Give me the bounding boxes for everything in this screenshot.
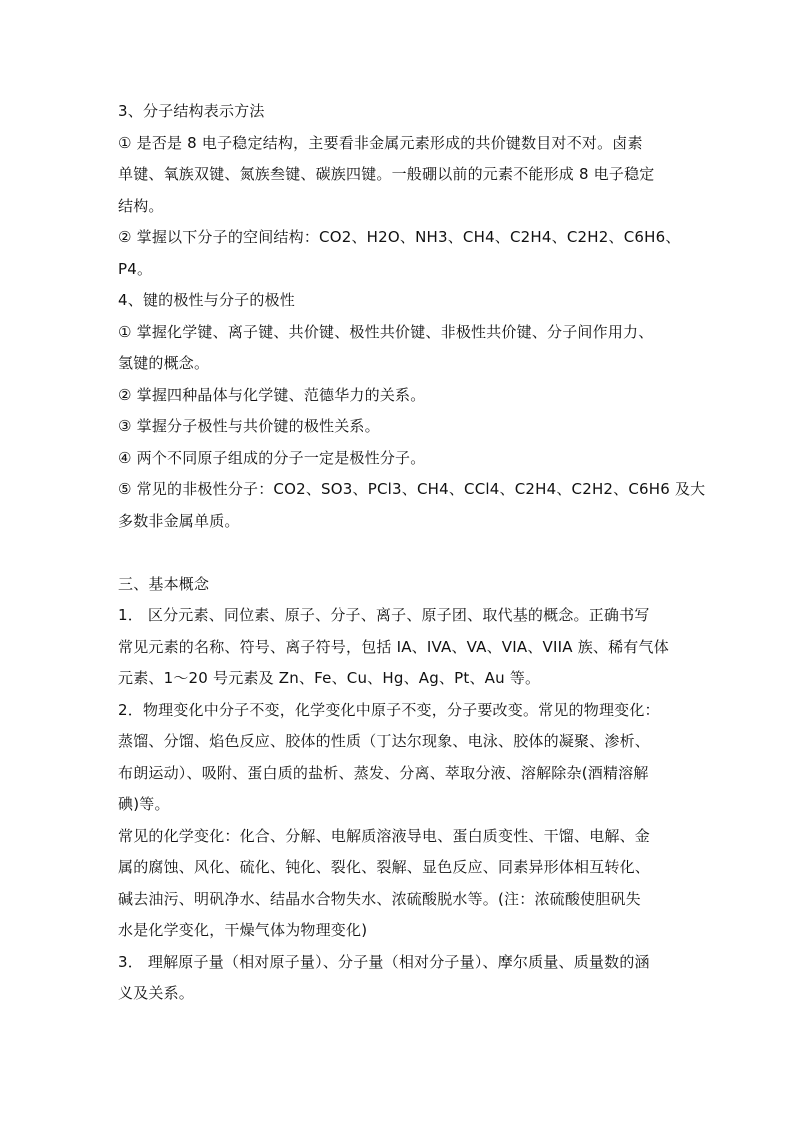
text-line: ③ 掌握分子极性与共价键的极性关系。 bbox=[118, 417, 380, 435]
text-line: 碘)等。 bbox=[118, 795, 170, 813]
text-line: 1． 区分元素、同位素、原子、分子、离子、原子团、取代基的概念。正确书写 bbox=[118, 606, 650, 624]
text-line: 蒸馏、分馏、焰色反应、胶体的性质（丁达尔现象、电泳、胶体的凝聚、渗析、 bbox=[118, 732, 651, 750]
section-heading: 3、分子结构表示方法 bbox=[118, 102, 265, 120]
text-line: ① 是否是 8 电子稳定结构，主要看非金属元素形成的共价键数目对不对。卤素 bbox=[118, 133, 643, 152]
text-line: 多数非金属单质。 bbox=[118, 511, 240, 530]
document-body bbox=[118, 96, 706, 1010]
text-line: 常见的化学变化：化合、分解、电解质溶液导电、蛋白质变性、干馏、电解、金 bbox=[118, 826, 651, 845]
text-line: ⑤ 常见的非极性分子：CO2、SO3、PCl3、CH4、CCl4、C2H4、C2H2、C6H6 及大 bbox=[118, 480, 706, 498]
text-line: 单键、氧族双键、氮族叁键、碳族四键。一般硼以前的元素不能形成 8 电子稳定 bbox=[118, 165, 655, 183]
text-line: ④ 两个不同原子组成的分子一定是极性分子。 bbox=[118, 448, 426, 467]
text-line: ② 掌握以下分子的空间结构：CO2、H2O、NH3、CH4、C2H4、C2H2、C6H6、 bbox=[118, 228, 681, 246]
text-line: 3． 理解原子量（相对原子量）、分子量（相对分子量）、摩尔质量、质量数的涵 bbox=[118, 952, 650, 971]
section-heading: 三、基本概念 bbox=[118, 574, 210, 593]
text-line: 元素、1～20 号元素及 Zn、Fe、Cu、Hg、Ag、Pt、Au 等。 bbox=[118, 669, 541, 687]
text-line: 氢键的概念。 bbox=[118, 354, 210, 372]
text-line: 结构。 bbox=[118, 196, 164, 215]
text-line: P4。 bbox=[118, 259, 153, 278]
section-heading: 4、键的极性与分子的极性 bbox=[118, 291, 295, 309]
text-line: 布朗运动）、吸附、蛋白质的盐析、蒸发、分离、萃取分液、溶解除杂(酒精溶解 bbox=[118, 763, 649, 782]
text-line: 水是化学变化，干燥气体为物理变化) bbox=[118, 921, 368, 939]
text-line: ① 掌握化学键、离子键、共价键、极性共价键、非极性共价键、分子间作用力、 bbox=[118, 322, 654, 341]
text-line: ② 掌握四种晶体与化学键、范德华力的关系。 bbox=[118, 385, 426, 404]
text-line: 属的腐蚀、风化、硫化、钝化、裂化、裂解、显色反应、同素异形体相互转化、 bbox=[118, 858, 651, 876]
text-line: 义及关系。 bbox=[118, 984, 195, 1002]
text-line: 2．物理变化中分子不变，化学变化中原子不变，分子要改变。常见的物理变化： bbox=[118, 700, 660, 719]
blank-line bbox=[118, 537, 688, 569]
text-line: 常见元素的名称、符号、离子符号，包括 IA、IVA、VA、VIA、VIIA 族、稀有气体 bbox=[118, 637, 669, 656]
text-line: 碱去油污、明矾净水、结晶水合物失水、浓硫酸脱水等。(注：浓硫酸使胆矾失 bbox=[118, 889, 641, 908]
